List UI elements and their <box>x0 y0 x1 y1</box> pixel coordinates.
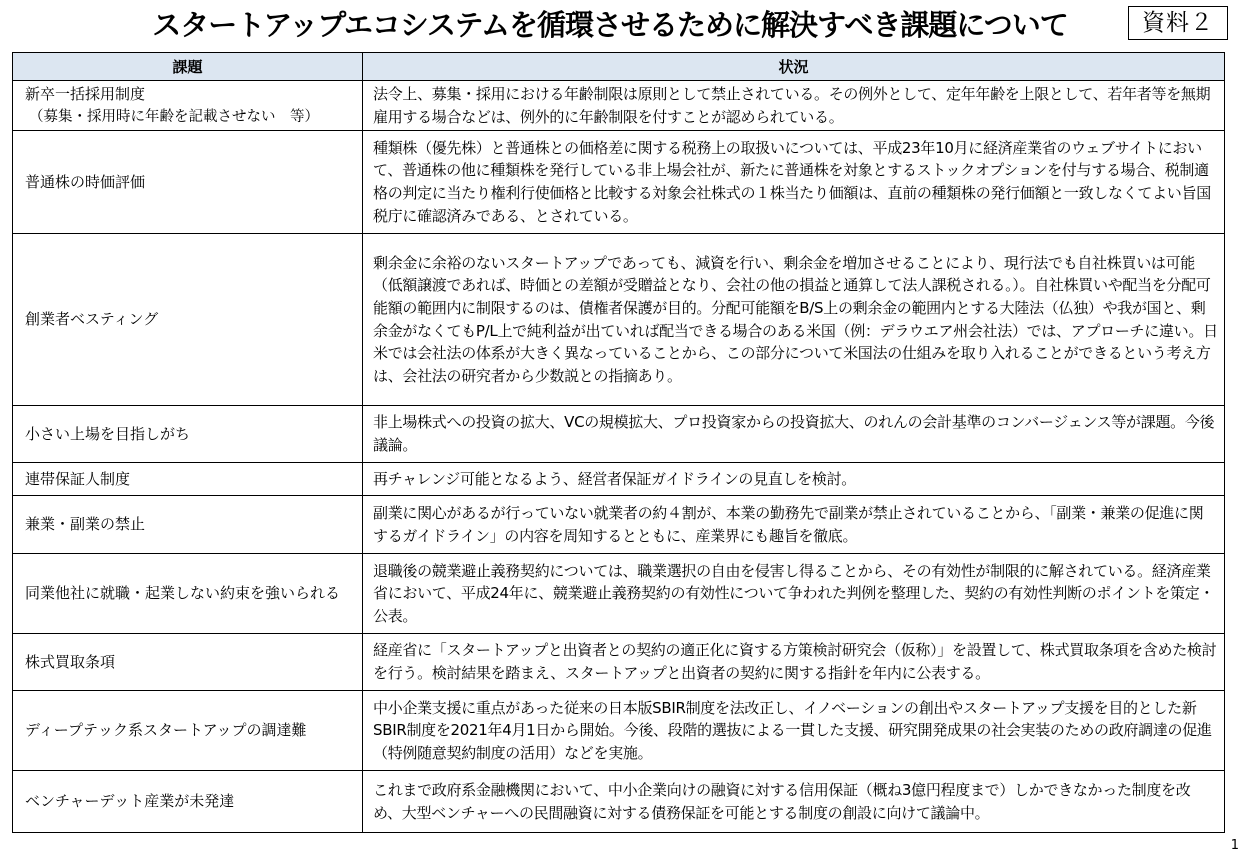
issue-cell: 株式買取条項 <box>13 634 363 691</box>
table-row <box>13 634 1225 691</box>
status-cell: 退職後の競業避止義務契約については、職業選択の自由を侵害し得ることから、その有効性が制限的に解されている。経済産業省において、平成24年に、競業避止義務契約の有効性について争われた判例を整理した、契約の有効性判断のポイントを策定・公表。 <box>363 554 1225 634</box>
issues-table <box>12 52 1225 833</box>
issue-cell: ベンチャーデット産業が未発達 <box>13 771 363 833</box>
status-cell: 経産省に「スタートアップと出資者との契約の適正化に資する方策検討研究会（仮称）」を設置して、株式買取条項を含めた検討を行う。検討結果を踏まえ、スタートアップと出資者の契約に関する指針を年内に公表する。 <box>363 634 1225 691</box>
issue-cell: 普通株の時価評価 <box>13 131 363 234</box>
table-row <box>13 771 1225 833</box>
issue-cell: ディープテック系スタートアップの調達難 <box>13 691 363 771</box>
status-cell: 非上場株式への投資の拡大、VCの規模拡大、プロ投資家からの投資拡大、のれんの会計基準のコンバージェンス等が課題。今後議論。 <box>363 406 1225 463</box>
table-row <box>13 463 1225 496</box>
issue-label: 新卒一括採用制度 <box>25 84 146 103</box>
column-header-status: 状況 <box>363 53 1225 81</box>
page-number: 1 <box>1230 838 1239 853</box>
status-cell: 種類株（優先株）と普通株との価格差に関する税務上の取扱いについては、平成23年10月に経済産業省のウェブサイトにおいて、普通株の他に種類株を発行している非上場会社が、新たに普通株を対象とするストックオプションを付与する場合、税制適格の判定に当たり権利行使価格と比較する対象会社株式の１株当たり価額は、直前の種類株の発行価額と一致しなくてよい旨国税庁に確認済みである、とされている。 <box>363 131 1225 234</box>
status-cell: 中小企業支援に重点があった従来の日本版SBIR制度を法改正し、イノベーションの創出やスタートアップ支援を目的とした新SBIR制度を2021年4月1日から開始。今後、段階的選抜による一貫した支援、研究開発成果の社会実装のための政府調達の促進（特例随意契約制度の活用）などを実施。 <box>363 691 1225 771</box>
table-row <box>13 691 1225 771</box>
issue-cell <box>13 81 363 131</box>
issue-cell: 創業者ベスティング <box>13 234 363 406</box>
table-row <box>13 234 1225 406</box>
issue-cell: 同業他社に就職・起業しない約束を強いられる <box>13 554 363 634</box>
issue-cell: 兼業・副業の禁止 <box>13 496 363 554</box>
issue-note: （募集・採用時に年齢を記載させない 等） <box>29 108 319 125</box>
issue-cell: 連帯保証人制度 <box>13 463 363 496</box>
status-cell: 法令上、募集・採用における年齢制限は原則として禁止されている。その例外として、定年年齢を上限として、若年者等を無期雇用する場合などは、例外的に年齢制限を付すことが認められている。 <box>363 81 1225 131</box>
issue-cell: 小さい上場を目指しがち <box>13 406 363 463</box>
table-row <box>13 81 1225 131</box>
column-header-issue: 課題 <box>13 53 363 81</box>
status-cell: 副業に関心があるが行っていない就業者の約４割が、本業の勤務先で副業が禁止されていることから、「副業・兼業の促進に関するガイドライン」の内容を周知するとともに、産業界にも趣旨を徹底。 <box>363 496 1225 554</box>
table-row <box>13 554 1225 634</box>
page-title: スタートアップエコシステムを循環させるために解決すべき課題について <box>152 8 1068 42</box>
status-cell: 再チャレンジ可能となるよう、経営者保証ガイドラインの見直しを検討。 <box>363 463 1225 496</box>
document-label-badge: 資料２ <box>1128 6 1228 40</box>
status-cell: これまで政府系金融機関において、中小企業向けの融資に対する信用保証（概ね3億円程度まで）しかできなかった制度を改め、大型ベンチャーへの民間融資に対する債務保証を可能とする制度の創設に向けて議論中。 <box>363 771 1225 833</box>
table-row <box>13 406 1225 463</box>
table-row <box>13 131 1225 234</box>
status-cell: 剰余金に余裕のないスタートアップであっても、減資を行い、剰余金を増加させることにより、現行法でも自社株買いは可能（低額譲渡であれば、時価との差額が受贈益となり、会社の他の損益と通算して法人課税される。）。自社株買いや配当を分配可能額の範囲内に制限するのは、債権者保護が目的。分配可能額をB/S上の剰余金の範囲内とする大陸法（仏独）や我が国と、剰余金がなくてもP/L上で純利益が出ていれば配当できる場合のある米国（例：デラウエア州会社法）では、アプローチに違い。日米では会社法の体系が大きく異なっていることから、この部分について米国法の仕組みを取り入れることができるという考え方は、会社法の研究者から少数説との指摘あり。 <box>363 234 1225 406</box>
table-row <box>13 496 1225 554</box>
table-header-row <box>13 53 1225 81</box>
